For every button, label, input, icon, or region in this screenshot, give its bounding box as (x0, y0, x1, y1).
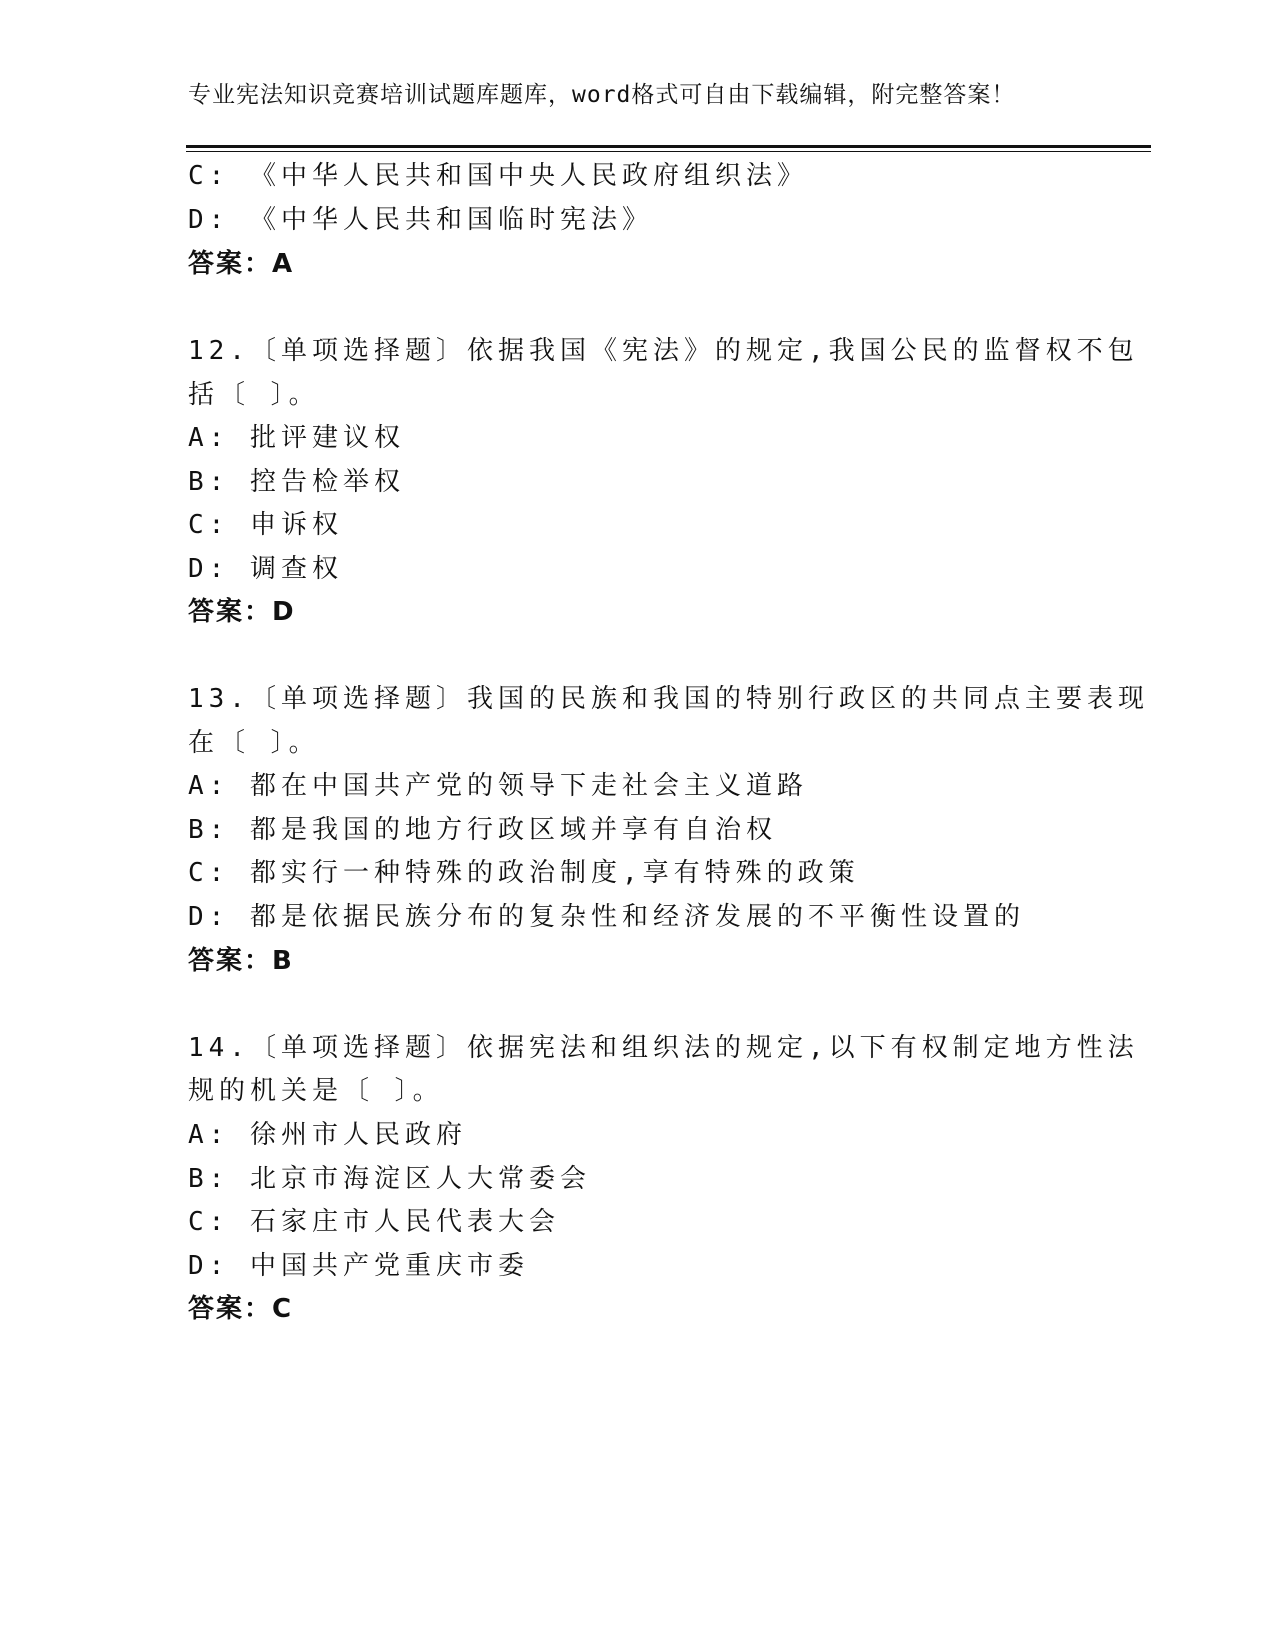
q13-stem-line1: 13.〔单项选择题〕我国的民族和我国的特别行政区的共同点主要表现 (188, 684, 1149, 714)
q14-stem-line2: 规的机关是〔 〕。 (188, 1076, 444, 1106)
q11-answer: 答案：A (188, 249, 295, 279)
q14-option-c: C: 石家庄市人民代表大会 (188, 1207, 560, 1237)
q13-option-a: A: 都在中国共产党的领导下走社会主义道路 (188, 771, 808, 801)
q13-stem-line2: 在〔 〕。 (188, 728, 320, 758)
q14-option-b: B: 北京市海淀区人大常委会 (188, 1164, 591, 1194)
q13-option-b: B: 都是我国的地方行政区域并享有自治权 (188, 815, 777, 845)
q12-option-b: B: 控告检举权 (188, 467, 405, 497)
q14-option-a: A: 徐州市人民政府 (188, 1120, 467, 1150)
q12-option-d: D: 调查权 (188, 554, 343, 584)
header-divider-thin (186, 151, 1151, 152)
q12-option-a: A: 批评建议权 (188, 423, 405, 453)
q11-option-d: D: 《中华人民共和国临时宪法》 (188, 205, 653, 235)
q13-option-d: D: 都是依据民族分布的复杂性和经济发展的不平衡性设置的 (188, 902, 1025, 932)
page-header: 专业宪法知识竞赛培训试题库题库，word格式可自由下载编辑，附完整答案！ (188, 82, 1016, 108)
q12-option-c: C: 申诉权 (188, 510, 343, 540)
q14-stem-line1: 14.〔单项选择题〕依据宪法和组织法的规定,以下有权制定地方性法 (188, 1033, 1139, 1063)
header-divider-thick (186, 145, 1151, 148)
q14-option-d: D: 中国共产党重庆市委 (188, 1251, 529, 1281)
q11-option-c: C: 《中华人民共和国中央人民政府组织法》 (188, 161, 808, 191)
q12-stem-line2: 括〔 〕。 (188, 380, 320, 410)
q13-option-c: C: 都实行一种特殊的政治制度,享有特殊的政策 (188, 858, 860, 888)
q12-stem-line1: 12.〔单项选择题〕依据我国《宪法》的规定,我国公民的监督权不包 (188, 336, 1139, 366)
q14-answer: 答案：C (188, 1294, 294, 1324)
q12-answer: 答案：D (188, 597, 296, 627)
q13-answer: 答案：B (188, 946, 294, 976)
